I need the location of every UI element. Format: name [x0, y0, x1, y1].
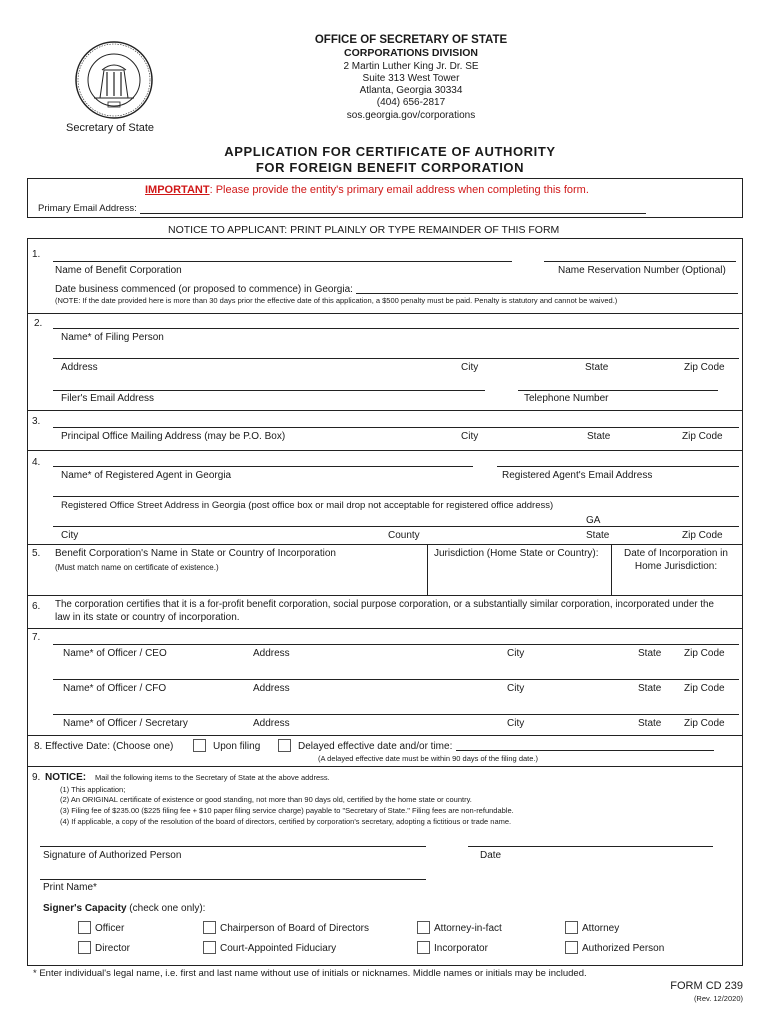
principal-office-field[interactable] — [53, 427, 739, 428]
delayed-date-field[interactable] — [456, 750, 714, 751]
benefit-corp-name-label: Name of Benefit Corporation — [55, 265, 182, 276]
registered-agent-label: Name* of Registered Agent in Georgia — [61, 470, 232, 481]
delayed-date-checkbox[interactable] — [278, 739, 291, 752]
section-3-number: 3. — [32, 416, 41, 427]
seal-label: Secretary of State — [66, 122, 155, 134]
notice-label: NOTICE: — [45, 772, 87, 783]
notice-text: Mail the following items to the Secretary of State at the above address. — [95, 773, 330, 782]
officer-cfo-zip-label: Zip Code — [684, 683, 725, 694]
signature-date-label: Date — [480, 850, 502, 861]
office-phone: (404) 656-2817 — [376, 97, 446, 108]
capacity-officer-label: Officer — [95, 923, 125, 934]
notice-to-applicant: NOTICE TO APPLICANT: PRINT PLAINLY OR TYPE REMAINDER OF THIS FORM — [168, 224, 560, 236]
important-notice — [145, 184, 589, 196]
capacity-attorney-checkbox[interactable] — [565, 921, 578, 934]
home-name-label: Benefit Corporation's Name in State or Country of Incorporation — [55, 548, 336, 559]
section-5-number: 5. — [32, 548, 41, 559]
primary-email-label: Primary Email Address: — [38, 203, 137, 214]
form-title-line1: APPLICATION FOR CERTIFICATE OF AUTHORITY — [224, 144, 556, 159]
capacity-incorporator-checkbox[interactable] — [417, 941, 430, 954]
capacity-chairperson-label: Chairperson of Board of Directors — [220, 923, 369, 934]
signature-date-field[interactable] — [468, 846, 713, 847]
capacity-incorporator-label: Incorporator — [434, 943, 488, 954]
capacity-director-checkbox[interactable] — [78, 941, 91, 954]
mail-item-3: (3) Filing fee of $235.00 ($225 filing fee + $10 paper filing service charge) payable to "Secretary of State." Filing fees are non-refundable. — [60, 806, 514, 815]
principal-state-label: State — [587, 431, 611, 442]
signer-capacity-heading — [43, 903, 205, 915]
filing-zip-label: Zip Code — [684, 362, 725, 373]
address-line-2: Suite 313 West Tower — [362, 73, 460, 84]
registered-office-field[interactable] — [53, 496, 739, 497]
address-line-1: 2 Martin Luther King Jr. Dr. SE — [343, 61, 479, 72]
upon-filing-checkbox[interactable] — [193, 739, 206, 752]
print-name-field[interactable] — [40, 879, 426, 880]
principal-city-label: City — [461, 431, 479, 442]
division-title: CORPORATIONS DIVISION — [344, 47, 478, 59]
delayed-date-note: (A delayed effective date must be within 90 days of the filing date.) — [318, 754, 538, 763]
capacity-chairperson-checkbox[interactable] — [203, 921, 216, 934]
officer-cfo-state-label: State — [638, 683, 662, 694]
capacity-attorney-in-fact-checkbox[interactable] — [417, 921, 430, 934]
officer-ceo-field[interactable] — [53, 644, 739, 645]
address-line-3: Atlanta, Georgia 30334 — [359, 85, 463, 96]
officer-secretary-field[interactable] — [53, 714, 739, 715]
registered-office-label: Registered Office Street Address in Georgia (post office box or mail drop not acceptable for registered office address) — [61, 500, 554, 511]
registered-agent-field[interactable] — [53, 466, 473, 467]
section-4-number: 4. — [32, 457, 41, 468]
filer-phone-label: Telephone Number — [524, 393, 609, 404]
capacity-officer-checkbox[interactable] — [78, 921, 91, 934]
important-text: : Please provide the entity's primary email address when completing this form. — [209, 184, 589, 196]
certification-line-1: The corporation certifies that it is a for-profit benefit corporation, social purpose corporation, or a substantially similar corporation, incorporated under the — [55, 599, 714, 610]
capacity-attorney-label: Attorney — [582, 923, 620, 934]
section-9-number: 9. — [32, 772, 41, 783]
principal-office-label: Principal Office Mailing Address (may be P.O. Box) — [61, 431, 286, 442]
registered-city-label: City — [61, 530, 79, 541]
filing-person-address-field[interactable] — [53, 358, 739, 359]
registered-zip-label: Zip Code — [682, 530, 723, 541]
upon-filing-label: Upon filing — [213, 741, 261, 752]
filing-city-label: City — [461, 362, 479, 373]
important-label: IMPORTANT — [145, 184, 210, 196]
filer-phone-field[interactable] — [518, 390, 718, 391]
home-name-note: (Must match name on certificate of existence.) — [55, 563, 219, 572]
officer-secretary-city-label: City — [507, 718, 525, 729]
capacity-authorized-person-label: Authorized Person — [582, 943, 665, 954]
footer-note: * Enter individual's legal name, i.e. first and last name without use of initials or nicknames. Middle names or initials may be included. — [33, 968, 587, 979]
jurisdiction-label: Jurisdiction (Home State or Country): — [434, 548, 599, 559]
print-name-label: Print Name* — [43, 882, 97, 893]
signature-label: Signature of Authorized Person — [43, 850, 182, 861]
section-2-number: 2. — [34, 318, 43, 329]
principal-zip-label: Zip Code — [682, 431, 723, 442]
date-note: (NOTE: If the date provided here is more than 30 days prior the effective date of this application, a $500 penalty must be paid. Penalty is statutory and cannot be waived.) — [55, 296, 618, 305]
officer-secretary-address-label: Address — [253, 718, 290, 729]
capacity-fiduciary-checkbox[interactable] — [203, 941, 216, 954]
georgia-seal — [74, 40, 154, 120]
mail-item-1: (1) This application; — [60, 785, 126, 794]
officer-ceo-label: Name* of Officer / CEO — [63, 648, 167, 659]
registered-state-label: State — [586, 530, 610, 541]
section-1-number: 1. — [32, 249, 41, 260]
filing-person-name-field[interactable] — [53, 328, 739, 329]
filer-email-field[interactable] — [53, 390, 485, 391]
primary-email-field[interactable] — [140, 213, 646, 214]
office-website: sos.georgia.gov/corporations — [346, 110, 476, 121]
agent-email-field[interactable] — [497, 466, 739, 467]
date-commenced-label: Date business commenced (or proposed to commence) in Georgia: — [55, 284, 353, 295]
agent-email-label: Registered Agent's Email Address — [502, 470, 653, 481]
capacity-director-label: Director — [95, 943, 131, 954]
mail-item-4: (4) If applicable, a copy of the resolution of the board of directors, certified by corporation's secretary, adopting a fictitious or trade name. — [60, 817, 512, 826]
registered-county-label: County — [388, 530, 420, 541]
officer-cfo-label: Name* of Officer / CFO — [63, 683, 167, 694]
effective-date-label: 8. Effective Date: (Choose one) — [34, 741, 174, 752]
capacity-authorized-person-checkbox[interactable] — [565, 941, 578, 954]
officer-cfo-address-label: Address — [253, 683, 290, 694]
form-revision: (Rev. 12/2020) — [693, 994, 743, 1003]
officer-cfo-field[interactable] — [53, 679, 739, 680]
filer-email-label: Filer's Email Address — [61, 393, 155, 404]
filing-state-label: State — [585, 362, 609, 373]
filing-address-label: Address — [61, 362, 98, 373]
form-title-line2: FOR FOREIGN BENEFIT CORPORATION — [255, 160, 525, 175]
capacity-attorney-in-fact-label: Attorney-in-fact — [434, 923, 502, 934]
reservation-number-field[interactable] — [544, 261, 736, 262]
filing-person-name-label: Name* of Filing Person — [61, 332, 164, 343]
office-title: OFFICE OF SECRETARY OF STATE — [314, 34, 508, 46]
officer-secretary-label: Name* of Officer / Secretary — [63, 718, 188, 729]
capacity-fiduciary-label: Court-Appointed Fiduciary — [220, 943, 337, 954]
form-number: FORM CD 239 — [670, 980, 743, 992]
benefit-corp-name-field[interactable] — [53, 261, 512, 262]
mail-item-2: (2) An ORIGINAL certificate of existence or good standing, not more than 90 days old, certified by the home state or country. — [60, 795, 472, 804]
officer-ceo-state-label: State — [638, 648, 662, 659]
officer-ceo-city-label: City — [507, 648, 525, 659]
date-commenced-field[interactable] — [356, 293, 738, 294]
officer-ceo-address-label: Address — [253, 648, 290, 659]
officer-secretary-zip-label: Zip Code — [684, 718, 725, 729]
section-7-number: 7. — [32, 632, 41, 643]
incorporation-date-label-2: Home Jurisdiction: — [634, 561, 718, 572]
delayed-date-label: Delayed effective date and/or time: — [298, 741, 453, 752]
signer-capacity-label: Signer's Capacity — [43, 903, 127, 914]
officer-cfo-city-label: City — [507, 683, 525, 694]
certification-line-2: law in its state or country of incorporation. — [55, 612, 240, 623]
section-6-number: 6. — [32, 601, 41, 612]
signer-capacity-hint: (check one only): — [126, 903, 206, 914]
officer-secretary-state-label: State — [638, 718, 662, 729]
signature-field[interactable] — [40, 846, 426, 847]
officer-ceo-zip-label: Zip Code — [684, 648, 725, 659]
reservation-number-label: Name Reservation Number (Optional) — [558, 265, 726, 276]
incorporation-date-label-1: Date of Incorporation in — [624, 548, 728, 559]
registered-city-field[interactable] — [53, 526, 739, 527]
ga-state-value: GA — [586, 515, 601, 526]
